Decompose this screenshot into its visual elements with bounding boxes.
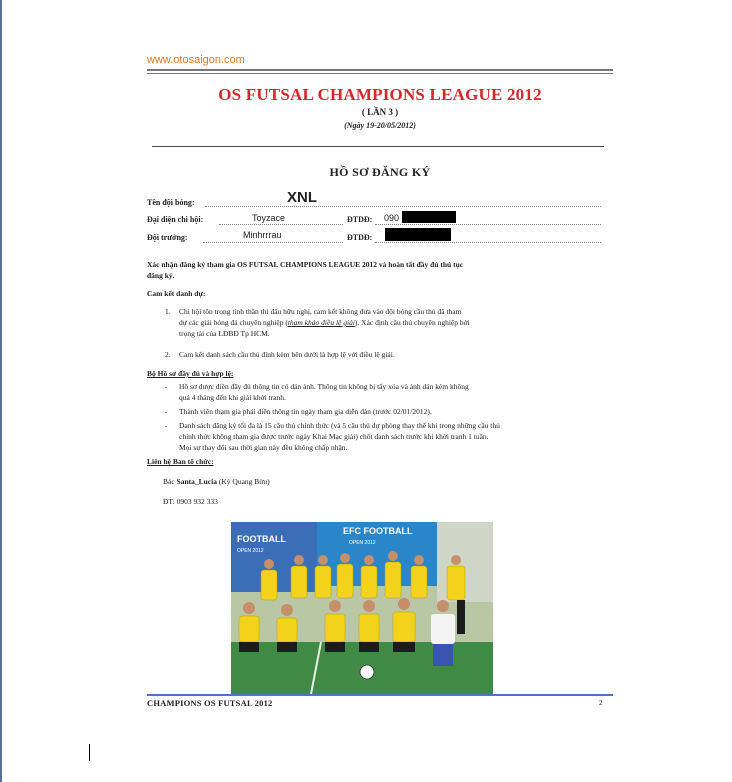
bullet-dash: - (165, 421, 168, 430)
text-cursor (89, 744, 90, 761)
document-requirement: Hồ sơ được điền đầy đủ thông tin có dán ảnh. Thông tin không bị tẩy xóa và ảnh dán kèm không (179, 382, 469, 391)
header-rule-thin (147, 73, 613, 74)
document-requirement: Mọi sự thay đổi sau thời gian này đều không chấp nhận. (179, 443, 348, 452)
edition-label: ( LẦN 3 ) (361, 107, 399, 117)
commitment-text: trọng tài của LĐBĐ Tp HCM. (179, 329, 270, 338)
commitment-text: dự các giải bóng đá chuyên nghiệp (tham khảo điều lệ giải). Xác định cầu thủ chuyên nghiệp bởi (179, 318, 470, 327)
banner-text: EFC FOOTBALL (343, 526, 413, 536)
event-dates: (Ngày 19-20/05/2012) (344, 121, 416, 130)
commitment-heading: Cam kết danh dự: (147, 289, 206, 298)
document-requirement: quá 4 tháng đến khi giải khởi tranh. (179, 393, 286, 402)
banner-subtext: OPEN 2012 (237, 548, 264, 554)
team-name-value: XNL (287, 189, 317, 206)
captain-value: Minhrrrau (243, 230, 282, 240)
page-number: 2 (599, 699, 603, 707)
documents-heading: Bộ Hồ sơ đầy đủ và hợp lệ: (147, 369, 234, 378)
confirmation-line-2: đăng ký. (147, 271, 175, 280)
document-requirement: Thành viên tham gia phải điền thông tin ngày tham gia diễn đàn (trước 02/01/2012). (179, 407, 432, 416)
commitment-text: Cam kết danh sách cầu thủ đính kèm bên dưới là hợp lệ với điều lệ giải. (179, 350, 395, 359)
footer-rule (147, 694, 613, 696)
website-url: www.otosaigon.com (147, 54, 245, 66)
team-name-line (205, 205, 601, 207)
banner-subtext: OPEN 2012 (349, 540, 376, 546)
commitment-number: 1. (165, 307, 171, 316)
captain-label: Đội trưởng: (147, 233, 188, 242)
team-photo (231, 522, 493, 694)
document-page (147, 52, 615, 712)
contact-person: Bác Santa_Lucia (Kỳ Quang Bửu) (163, 477, 270, 486)
team-name-label: Tên đội bóng: (147, 198, 195, 207)
representative-line (219, 223, 343, 225)
section-divider (152, 146, 604, 147)
bullet-dash: - (165, 407, 168, 416)
redaction-bar (402, 211, 456, 223)
team-photo-illustration (231, 522, 493, 694)
contact-heading: Liên hệ Ban tổ chức: (147, 457, 214, 466)
contact-phone: ĐT: 0903 932 333 (163, 497, 218, 506)
commitment-text: Chi hội tôn trọng tinh thần thi đấu hữu nghị, cam kết không đưa vào đội bóng cầu thủ đã tham (179, 307, 462, 316)
document-requirement: chính thức không tham gia được trước ngày Khai Mạc giải) chốt danh sách trước khi khởi tranh 1 tuần. (179, 432, 489, 441)
phone-value: 090 (384, 213, 400, 223)
form-heading: HỒ SƠ ĐĂNG KÝ (329, 165, 431, 179)
commitment-number: 2. (165, 350, 171, 359)
representative-label: Đại diện chi hội: (147, 215, 204, 224)
phone-line (375, 223, 601, 225)
confirmation-line: Xác nhận đăng ký tham gia OS FUTSAL CHAMPIONS LEAGUE 2012 và hoàn tất đầy đủ thủ tục (147, 260, 464, 269)
bullet-dash: - (165, 382, 168, 391)
representative-value: Toyzace (252, 213, 286, 223)
footer-title: CHAMPIONS OS FUTSAL 2012 (147, 698, 273, 708)
header-rule (147, 69, 613, 71)
captain-phone-label: ĐTDĐ: (347, 233, 373, 242)
rules-link[interactable]: tham khảo điều lệ giải (287, 318, 355, 327)
window-left-border (0, 0, 2, 782)
redaction-bar (385, 228, 451, 241)
banner-text: FOOTBALL (237, 534, 286, 544)
document-requirement: Danh sách đăng ký tối đa là 15 cầu thủ chính thức (và 5 cầu thủ dự phòng thay thế khi trong những cầu thủ (179, 421, 500, 430)
league-title: OS FUTSAL CHAMPIONS LEAGUE 2012 (218, 85, 542, 104)
captain-line (203, 241, 343, 243)
phone-label: ĐTDĐ: (347, 215, 373, 224)
captain-phone-line (375, 241, 601, 243)
